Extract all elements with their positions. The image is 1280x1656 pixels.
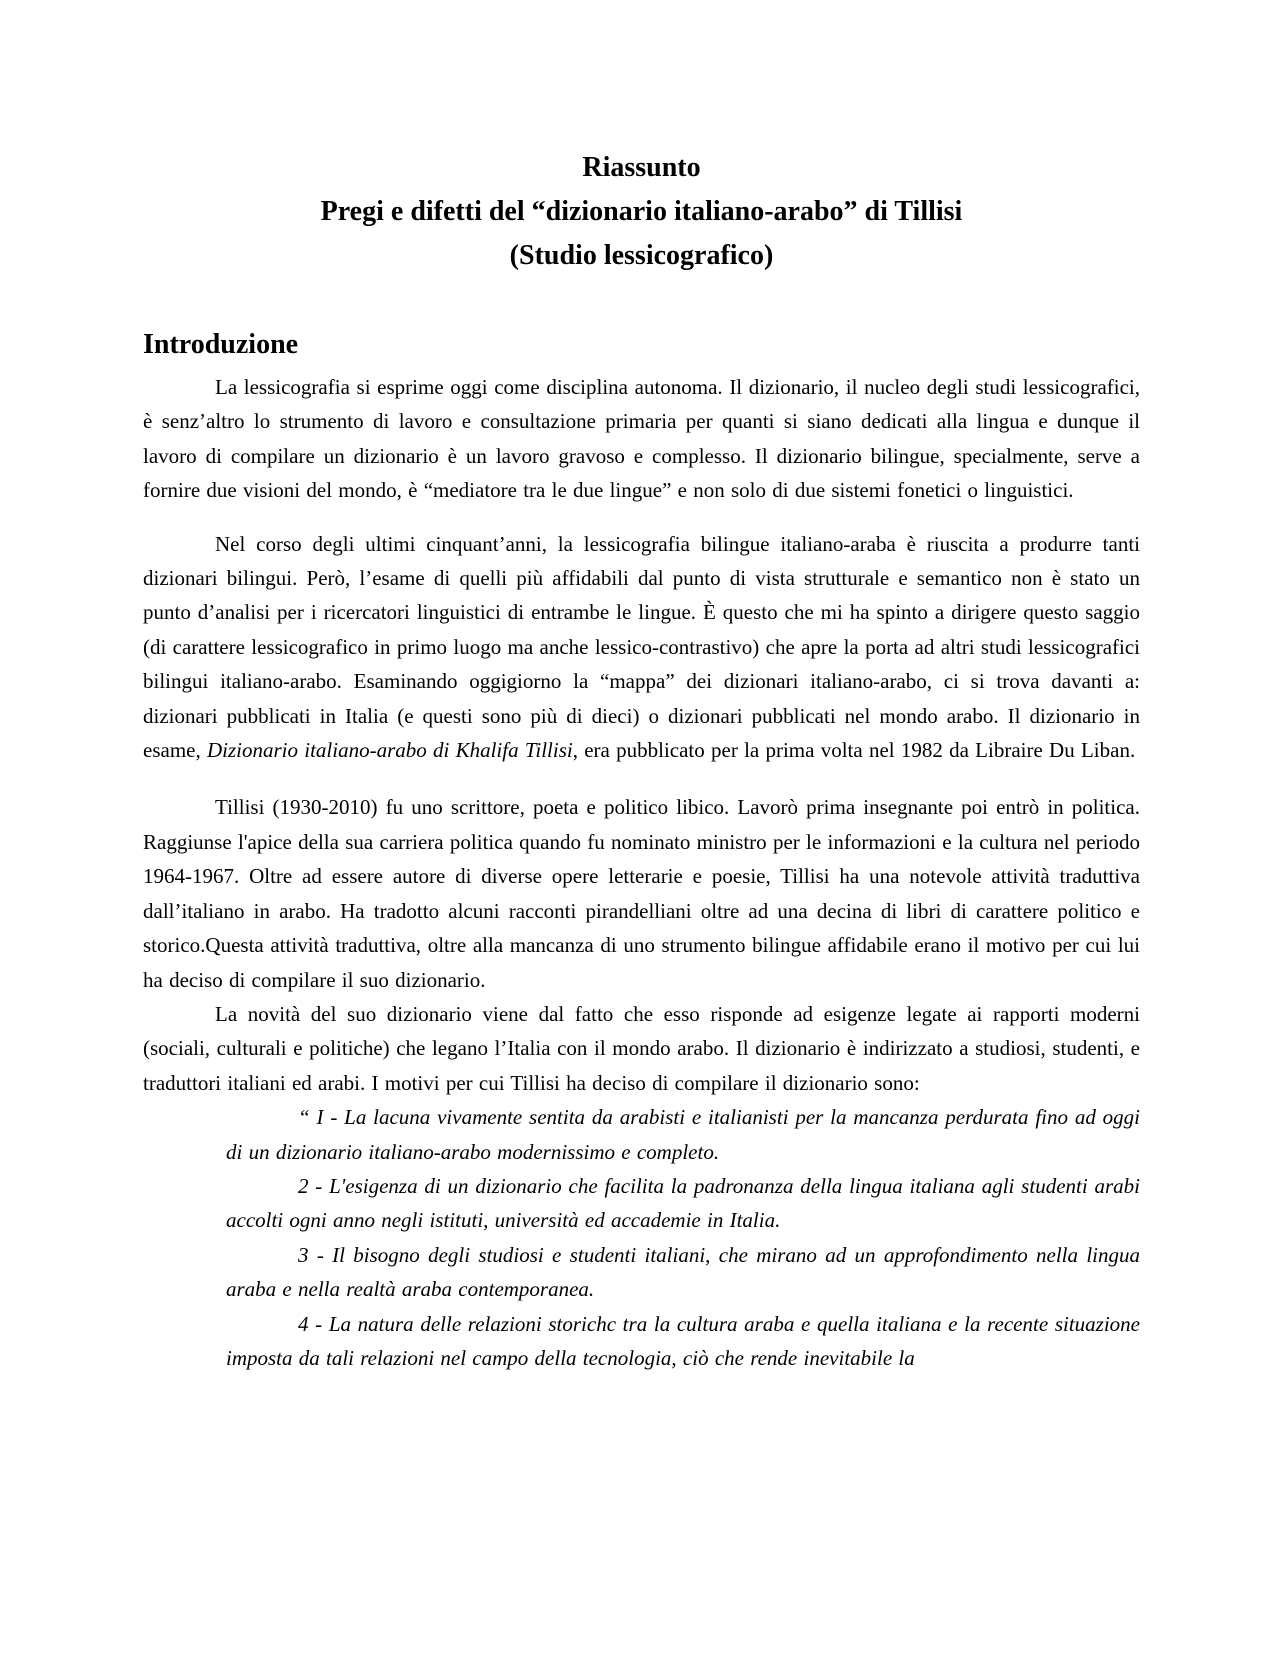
- title-line-main: Pregi e difetti del “dizionario italiano-arabo” di Tillisi: [320, 196, 963, 227]
- paragraph-lessicografia: La lessicografia si esprime oggi come disciplina autonoma. Il dizionario, il nucleo degli studi lessicografici, è senz’altro lo strumento di lavoro e consultazione primaria per quanti si siano dedicati alla lingua e dunque il lavoro di compilare un dizionario è un lavoro gravoso e complesso. Il dizionario bilingue, specialmente, serve a fornire due visioni del mondo, è “mediatore tra le due lingue” e non solo di due sistemi fonetici o linguistici.: [143, 375, 1140, 503]
- quote-item-3: 3 - Il bisogno degli studiosi e studenti italiani, che mirano ad un approfondimento nella lingua araba e nella realtà araba contemporanea.: [226, 1242, 1140, 1302]
- title-line-subtitle: (Studio lessicografico): [509, 240, 774, 271]
- paragraph-nel-corso-text-before: Nel corso degli ultimi cinquant’anni, la lessicografia bilingue italiano-araba è riuscita a produrre tanti dizionari bilingui. Però, l’esame di quelli più affidabili dal punto di vista strutturale e semantico non è stato un punto d’analisi per i ricercatori linguistici di entrambe le lingue. È questo che mi ha spinto a dirigere questo saggio (di carattere lessicografico in primo luogo ma anche lessico-contrastivo) che apre la porta ad altri studi lessicografici bilingui italiano-arabo. Esaminando oggigiorno la “mappa” dei dizionari italiano-arabo, ci si trova davanti a: dizionari pubblicati in Italia (e questi sono più di dieci) o dizionari pubblicati nel mondo arabo. Il dizionario in esame,: [143, 531, 1140, 763]
- quoted-motives-list: [226, 1100, 1140, 1375]
- paragraph-nel-corso: [143, 527, 1140, 768]
- paragraph-novita: La novità del suo dizionario viene dal fatto che esso risponde ad esigenze legate ai rapporti moderni (sociali, culturali e politiche) che legano l’Italia con il mondo arabo. Il dizionario è indirizzato a studiosi, studenti, e traduttori italiani ed arabi. I motivi per cui Tillisi ha deciso di compilare il dizionario sono:: [143, 1001, 1140, 1095]
- quote-item-2: 2 - L'esigenza di un dizionario che facilita la padronanza della lingua italiana agli studenti arabi accolti ogni anno negli istituti, università ed accademie in Italia.: [226, 1173, 1140, 1233]
- dictionary-title-italic: Dizionario italiano-arabo di Khalifa Tillisi: [206, 738, 573, 763]
- quote-item-4: 4 - La natura delle relazioni storichc tra la cultura araba e quella italiana e la recente situazione imposta da tali relazioni nel campo della tecnologia, ciò che rende inevitabile la: [226, 1311, 1140, 1370]
- quote-item-1: “ I - La lacuna vivamente sentita da arabisti e italianisti per la mancanza perdurata fino ad oggi di un dizionario italiano-arabo modernissimo e completo.: [226, 1105, 1140, 1164]
- section-heading-introduzione: Introduzione: [143, 329, 299, 360]
- paragraph-tillisi-bio: Tillisi (1930-2010) fu uno scrittore, poeta e politico libico. Lavorò prima insegnante poi entrò in politica. Raggiunse l'apice della sua carriera politica quando fu nominato ministro per le informazioni e la cultura nel periodo 1964-1967. Oltre ad essere autore di diverse opere letterarie e poesie, Tillisi ha una notevole attività traduttiva dall’italiano in arabo. Ha tradotto alcuni racconti pirandelliani oltre ad una decina di libri di carattere politico e storico.Questa attività traduttiva, oltre alla mancanza di uno strumento bilingue affidabile erano il motivo per cui lui ha deciso di compilare il suo dizionario.: [143, 795, 1140, 992]
- paragraph-nel-corso-text-after: , era pubblicato per la prima volta nel 1982 da Libraire Du Liban.: [572, 738, 1136, 763]
- document-body: [143, 370, 1140, 1375]
- document-title: [143, 146, 1140, 278]
- title-line-riassunto: Riassunto: [582, 152, 701, 183]
